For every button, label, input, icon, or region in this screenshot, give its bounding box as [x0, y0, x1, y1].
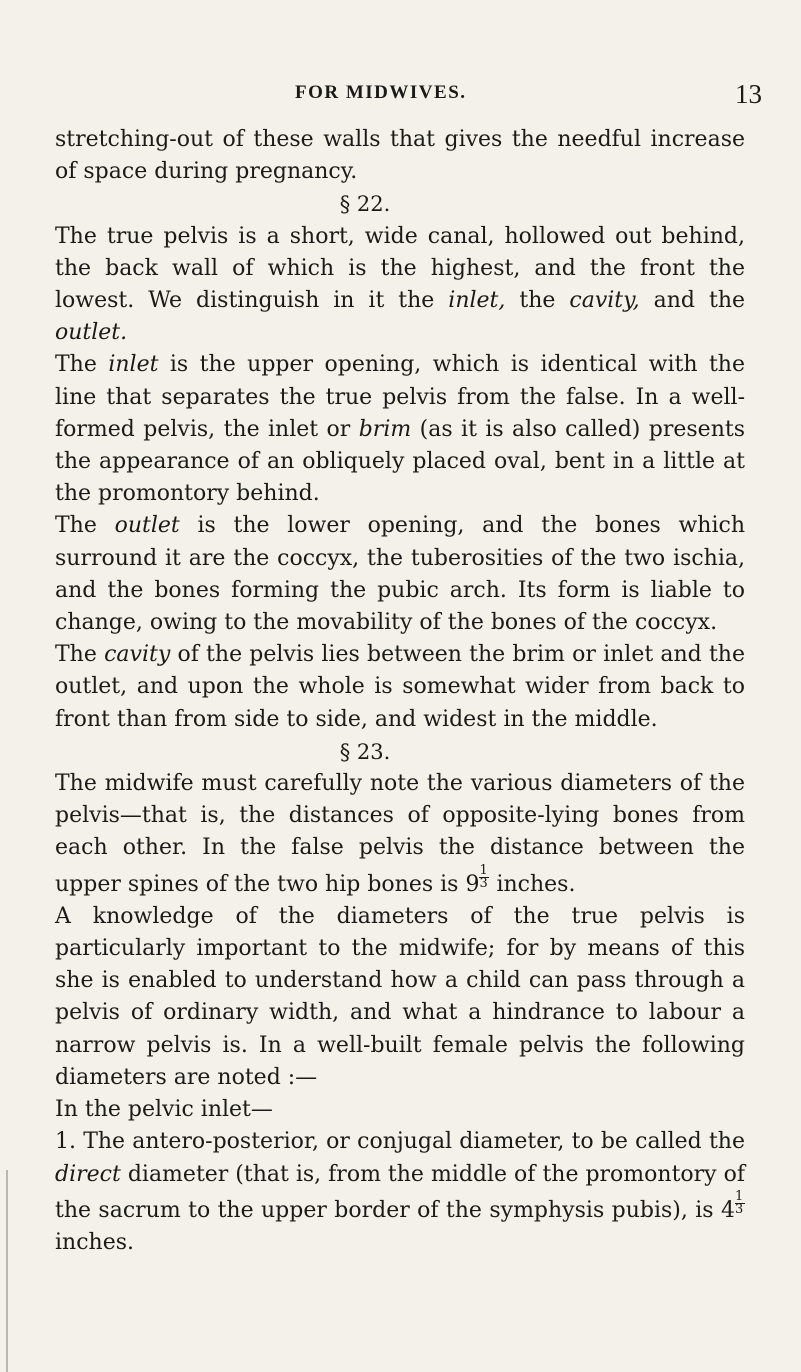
paragraph-inlet: The inlet is the upper opening, which is identical with the line that separates the true pelvis from the false. In a well-formed pelvis, the inlet or brim (as it is also called) presents the appearance of an obliquely placed oval, bent in a little at the promontory behind.: [55, 352, 745, 507]
running-title: FOR MIDWIVES.: [295, 82, 467, 103]
term-brim: brim: [358, 416, 412, 442]
running-head: [0, 79, 801, 112]
term-outlet: outlet.: [55, 320, 128, 346]
section-heading-23: § 23.: [339, 739, 391, 764]
fraction-one-third: $\frac{1}{3}$: [735, 1188, 744, 1217]
term-direct: direct: [55, 1161, 121, 1187]
term-inlet: inlet,: [448, 288, 506, 314]
section-heading-22: § 22.: [339, 192, 391, 217]
fraction-one-third: $\frac{1}{3}$: [479, 862, 488, 891]
paragraph-knowledge: A knowledge of the diameters of the true pelvis is particularly important to the midwife; for by means of this she is enabled to understand how a child can pass through a pelvis of ordinary width, and what a hindrance to labour a narrow pelvis is. In a well-built female pelvis the following diameters are noted :—: [55, 903, 745, 1090]
term-cavity: cavity: [104, 642, 171, 668]
paragraph-continuation: stretching-out of these walls that gives the needful increase of space during pregnancy.: [55, 127, 745, 185]
paragraph-outlet: The outlet is the lower opening, and the bones which surround it are the coccyx, the tuberosities of the two ischia, and the bones forming the pubic arch. Its form is liable to change, owing to the movability of the bones of the coccyx.: [55, 513, 745, 636]
body-text: [55, 124, 745, 1259]
term-cavity: cavity,: [569, 288, 640, 314]
paragraph-pelvic-inlet: In the pelvic inlet—: [55, 1097, 273, 1123]
paragraph-direct-diameter: 1. The antero-posterior, or conjugal diameter, to be called the direct diameter (that is, from the middle of the promontory of the sacrum to the upper border of the symphysis pubis), is 4 $\frac{1}{3}$ inches.: [55, 1129, 745, 1255]
page-edge-shadow: [6, 1170, 8, 1372]
paragraph-diameters: The midwife must carefully note the various diameters of the pelvis—that is, the distances of opposite-lying bones from each other. In the false pelvis the distance between the upper spines of the two hip bones is 9 $\frac{1}{3}$ inches.: [55, 771, 745, 897]
page-number: 13: [735, 79, 762, 109]
paragraph-cavity: The cavity of the pelvis lies between the brim or inlet and the outlet, and upon the whole is somewhat wider from back to front than from side to side, and widest in the middle.: [55, 642, 745, 732]
paragraph-true-pelvis: The true pelvis is a short, wide canal, hollowed out behind, the back wall of which is the highest, and the front the lowest. We distinguish in it the inlet, the cavity, and the outlet.: [55, 223, 746, 346]
term-inlet: inlet: [108, 352, 159, 378]
term-outlet: outlet: [114, 513, 180, 539]
